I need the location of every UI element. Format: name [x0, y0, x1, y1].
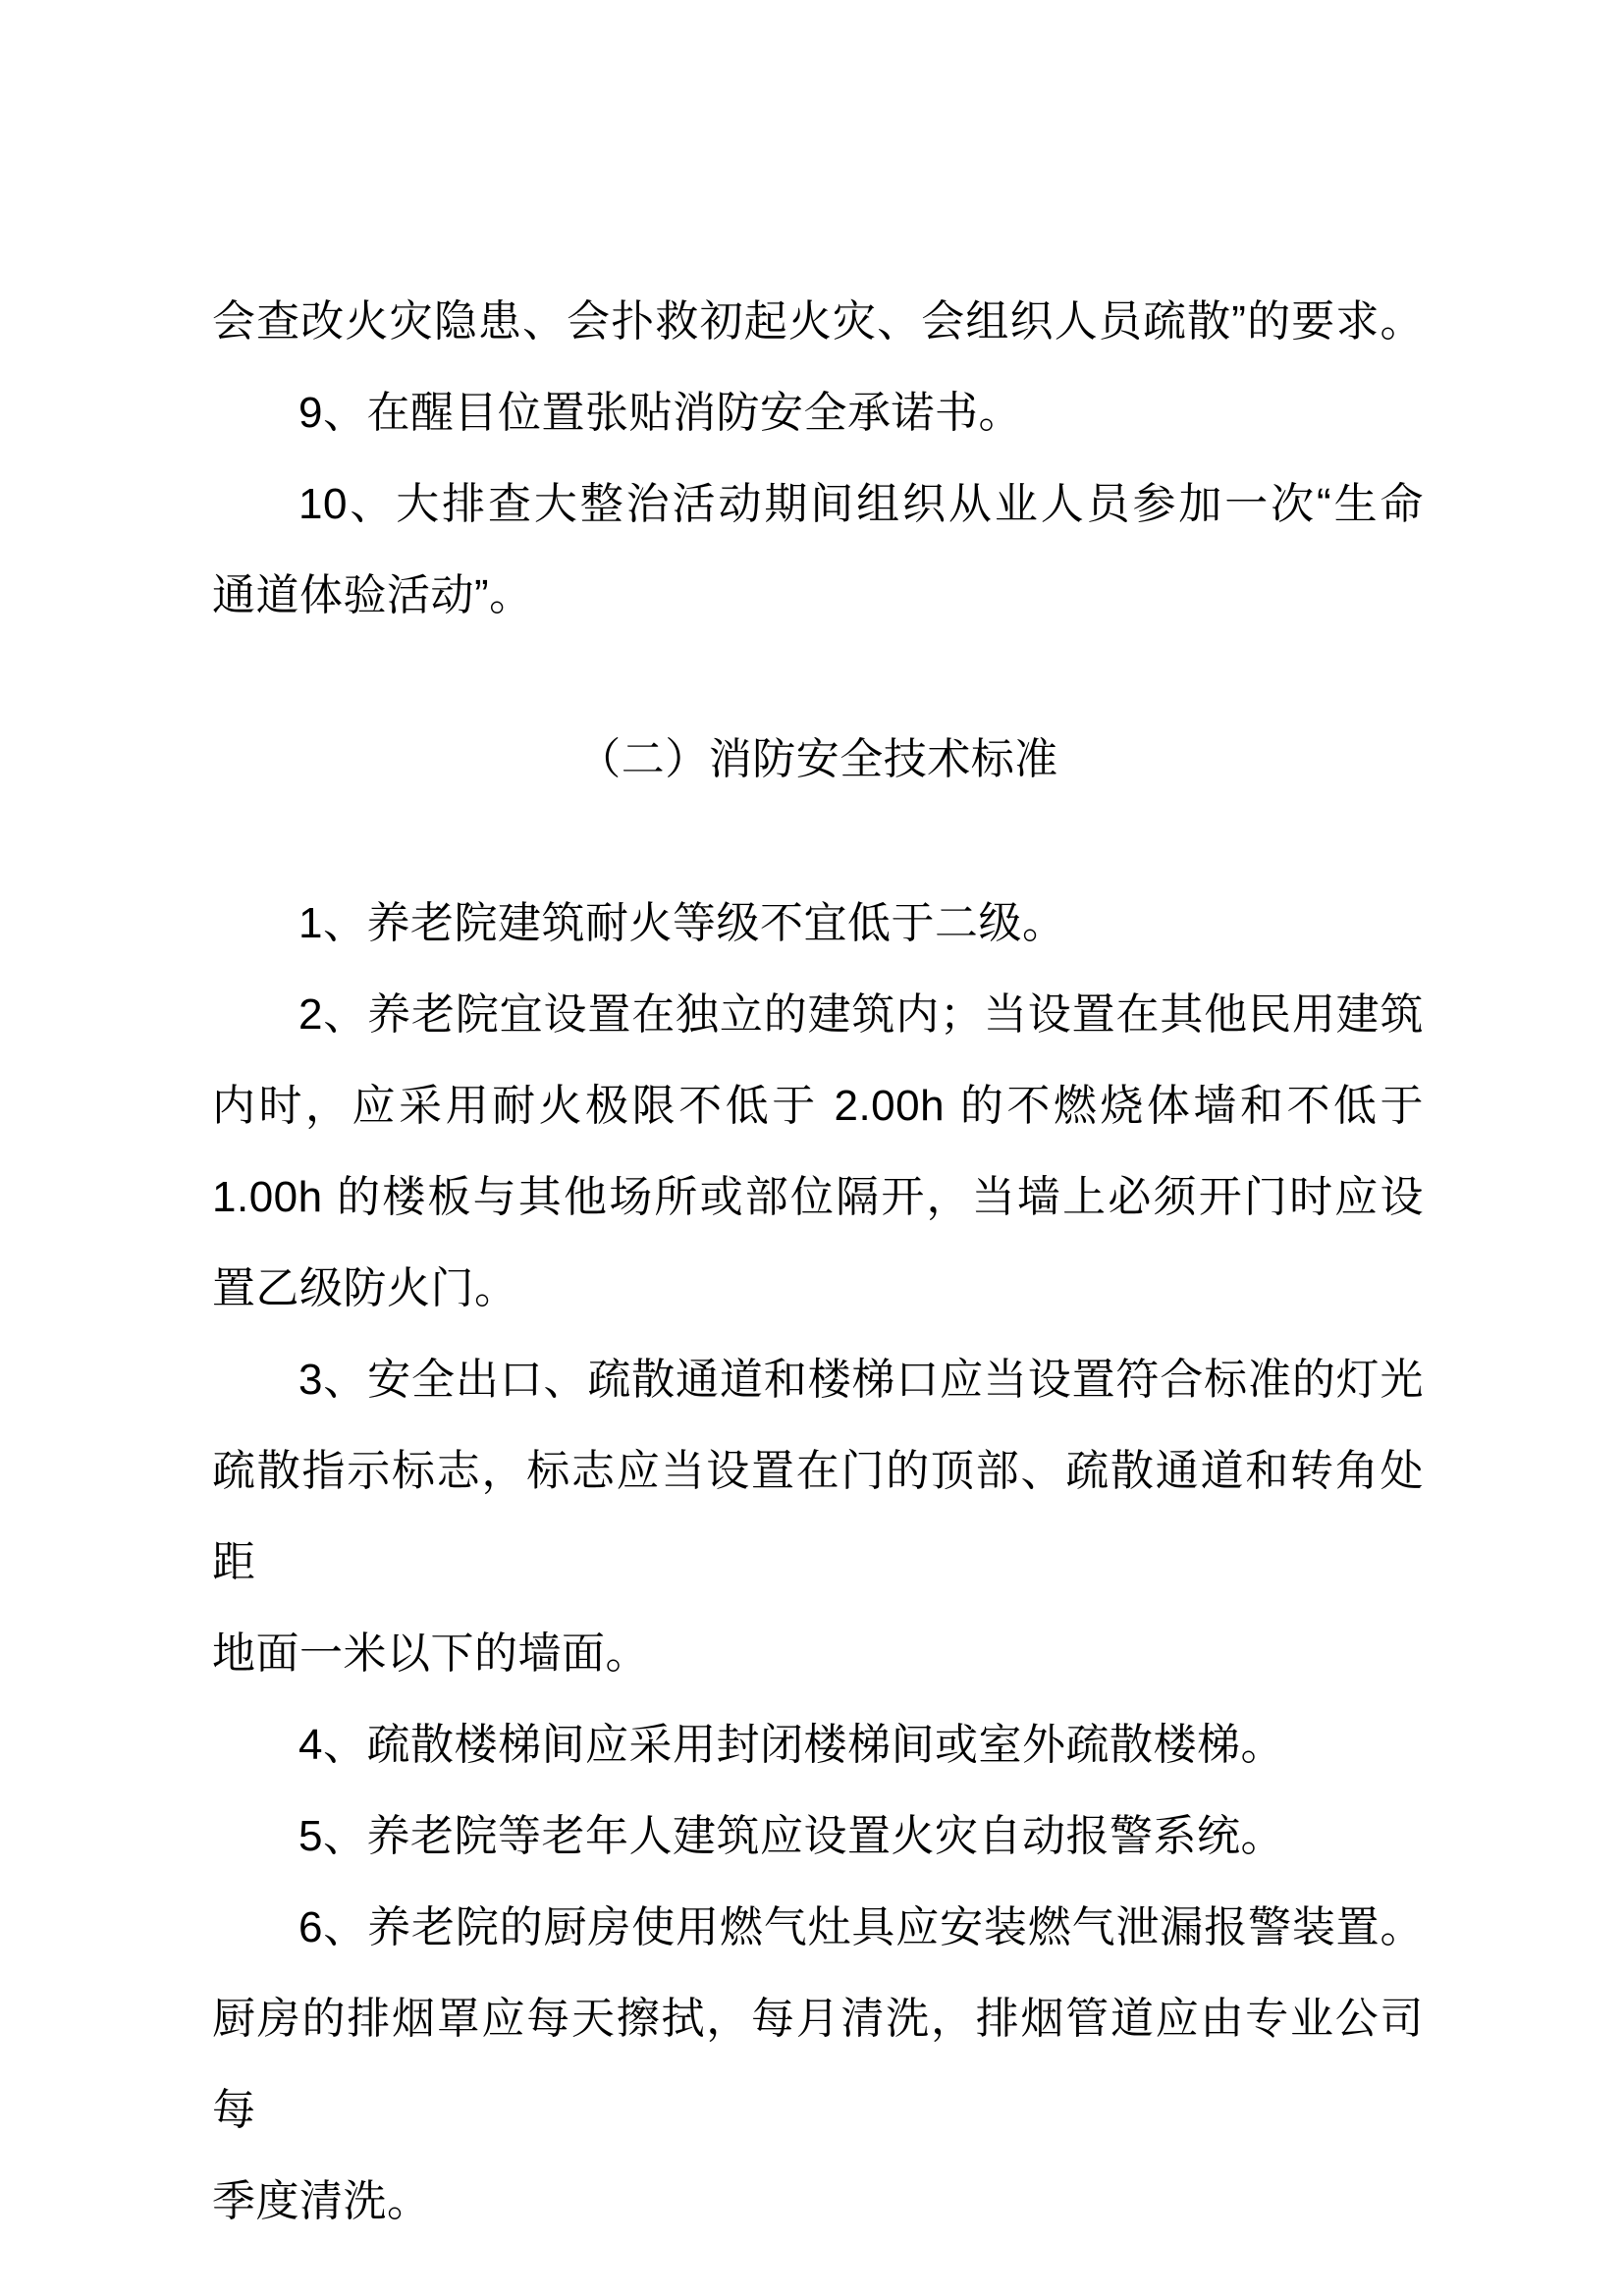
text-line: 内时，应采用耐火极限不低于 2.00h 的不燃烧体墙和不低于 [212, 1082, 1424, 1130]
text-line: 9、在醒目位置张贴消防安全承诺书。 [298, 389, 1022, 437]
text-line: 4、疏散楼梯间应采用封闭楼梯间或室外疏散楼梯。 [298, 1721, 1284, 1769]
section-heading: （二）消防安全技术标准 [577, 735, 1058, 783]
text-line: 3、安全出口、疏散通道和楼梯口应当设置符合标准的灯光 [298, 1356, 1424, 1404]
text-line: 疏散指示标志，标志应当设置在门的顶部、疏散通道和转角处距 [212, 1447, 1424, 1586]
text-line: 2、养老院宜设置在独立的建筑内；当设置在其他民用建筑 [298, 990, 1424, 1039]
text-line: 1.00h 的楼板与其他场所或部位隔开，当墙上必须开门时应设 [212, 1173, 1424, 1221]
text-line: 6、养老院的厨房使用燃气灶具应安装燃气泄漏报警装置。 [298, 1903, 1424, 1951]
text-line: 厨房的排烟罩应每天擦拭，每月清洗，排烟管道应由专业公司每 [212, 1995, 1424, 2134]
document-content [212, 276, 1424, 2247]
text-line: 地面一米以下的墙面。 [212, 1629, 649, 1678]
text-line: 置乙级防火门。 [212, 1264, 518, 1312]
text-line: 通道体验活动”。 [212, 571, 533, 619]
text-line: 5、养老院等老年人建筑应设置火灾自动报警系统。 [298, 1812, 1284, 1860]
empty-line [212, 805, 1424, 878]
text-line: 季度清洗。 [212, 2177, 431, 2225]
empty-line [212, 641, 1424, 714]
text-line: 10、大排查大整治活动期间组织从业人员参加一次“生命 [298, 480, 1424, 528]
text-line: 会查改火灾隐患、会扑救初起火灾、会组织人员疏散”的要求。 [212, 297, 1424, 346]
text-line: 1、养老院建筑耐火等级不宜低于二级。 [298, 899, 1066, 947]
